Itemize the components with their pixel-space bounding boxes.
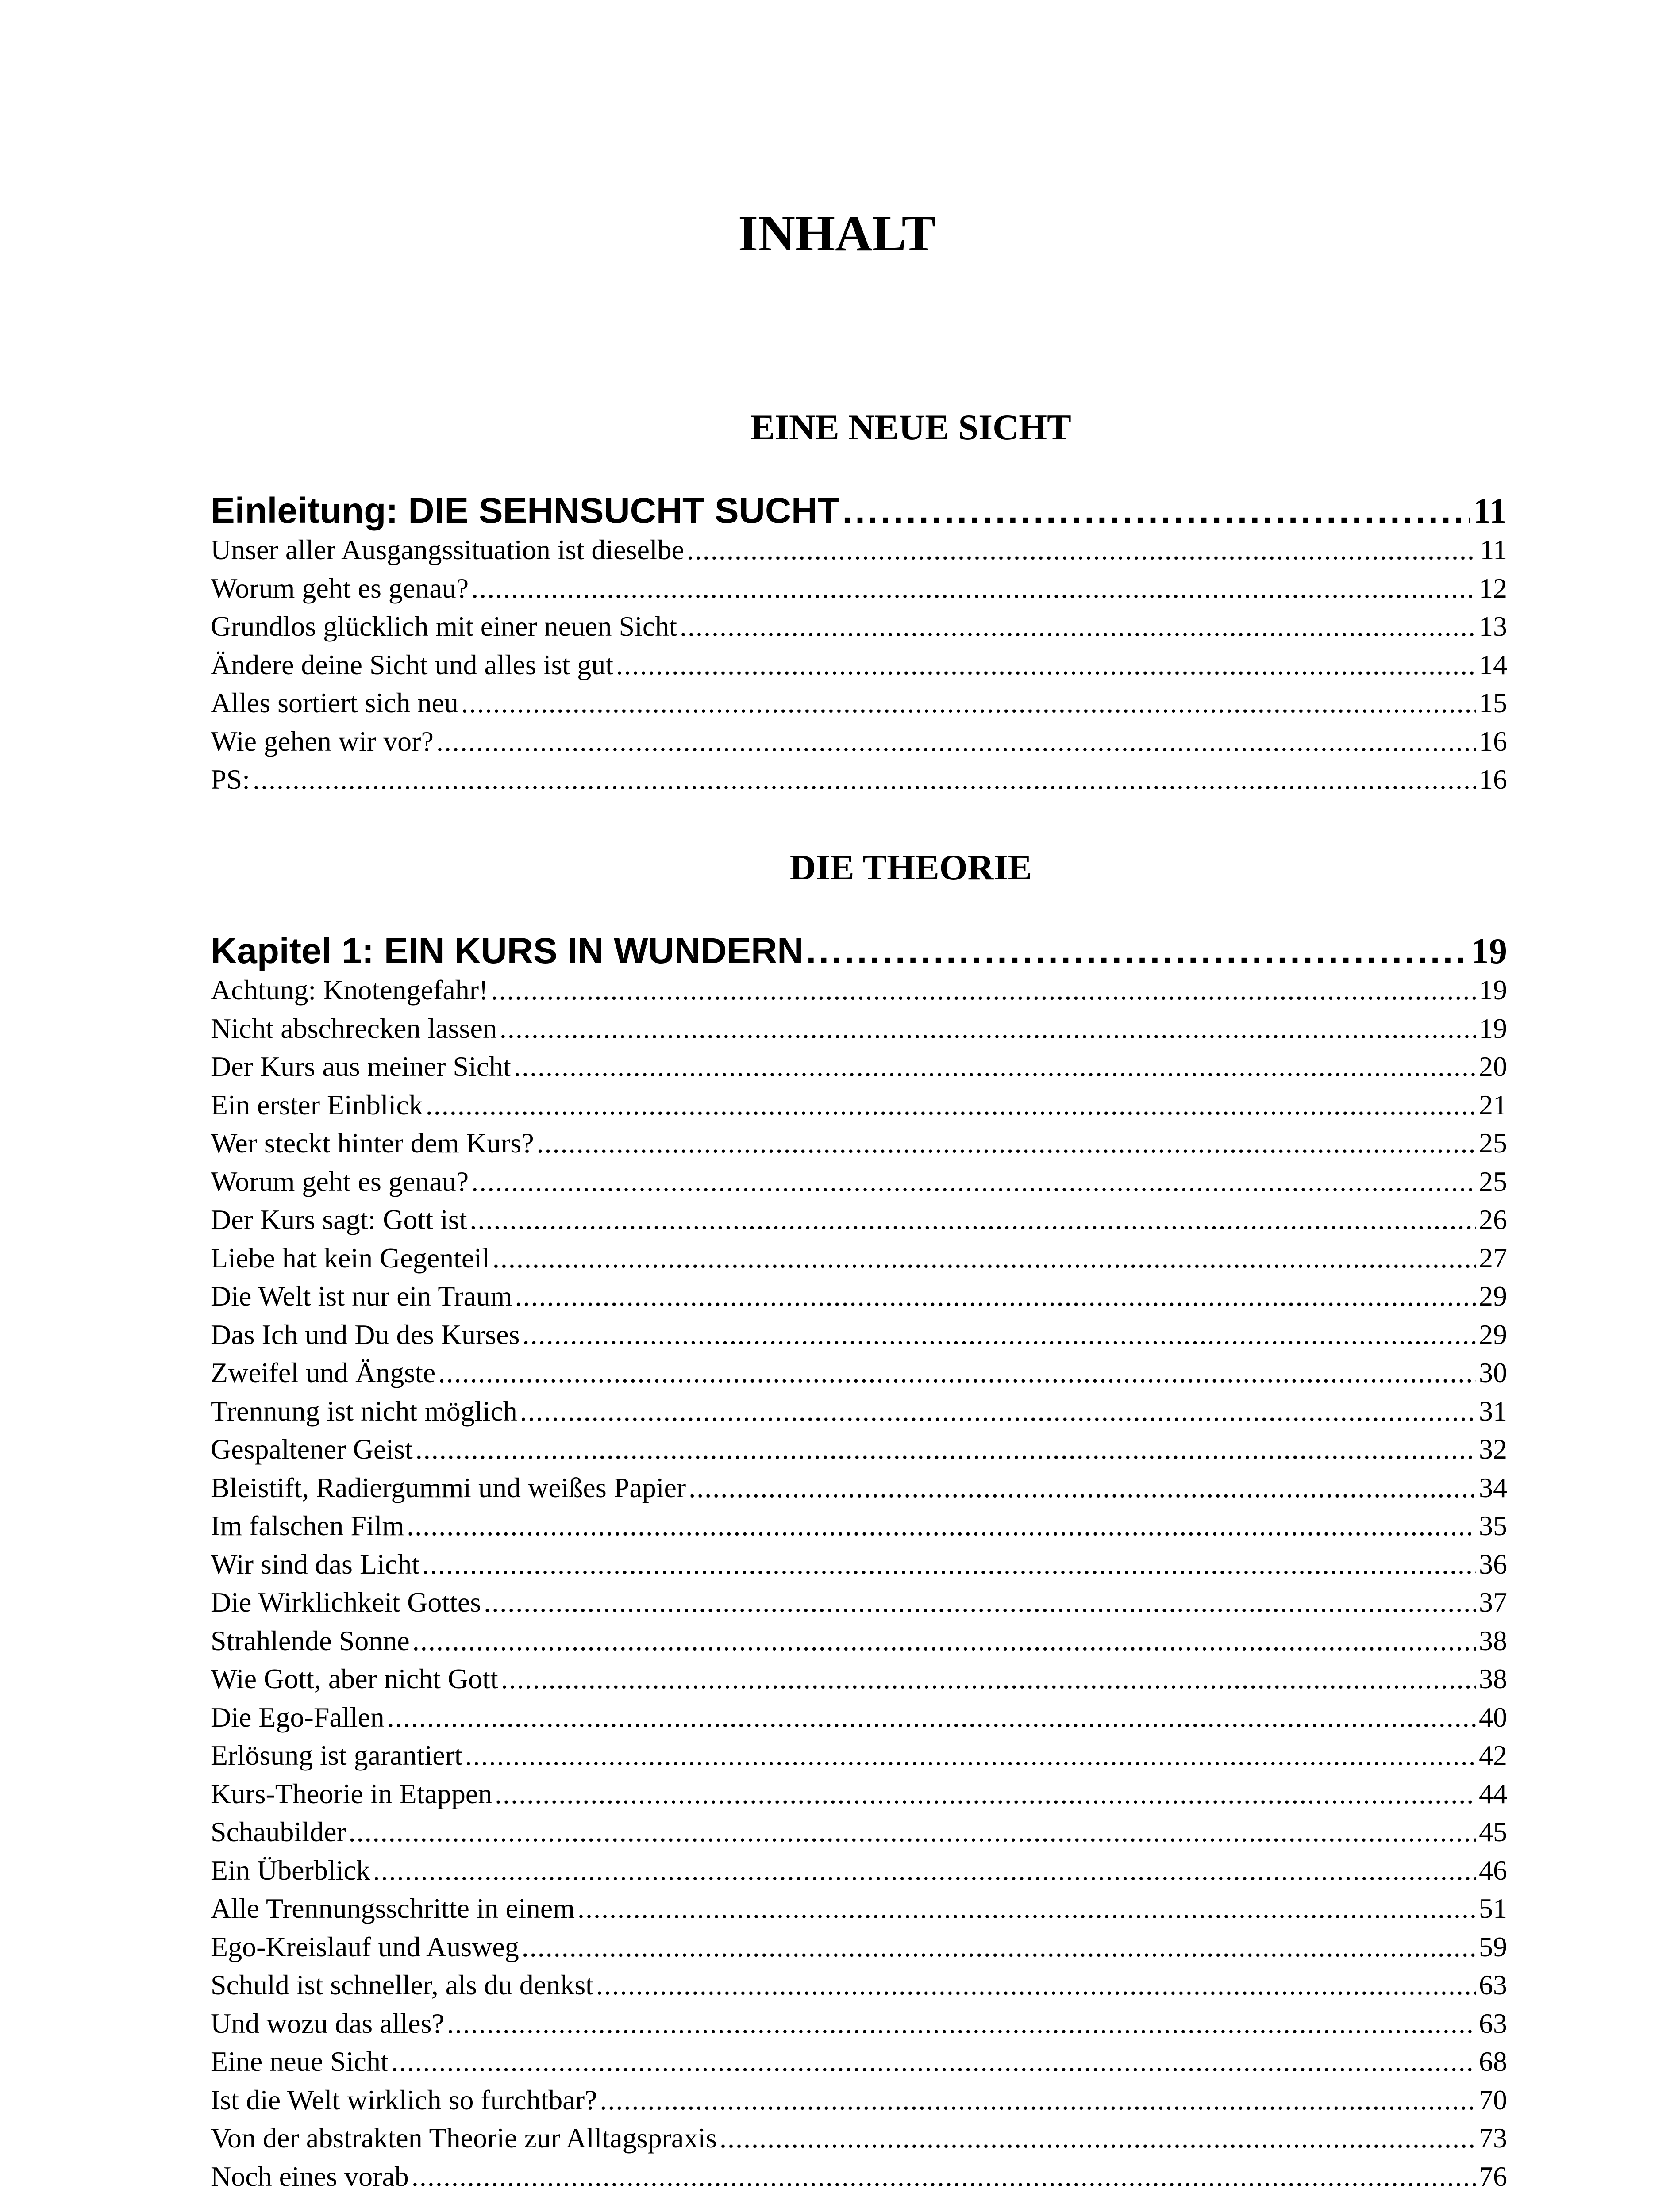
dot-leader bbox=[520, 1392, 1476, 1431]
entry-title: Alles sortiert sich neu bbox=[211, 687, 458, 718]
toc-entry[interactable] bbox=[211, 1430, 1507, 1469]
toc-part-2-list bbox=[211, 927, 1507, 2196]
entry-page-number: 21 bbox=[1479, 1089, 1507, 1121]
chapter-page-number: 19 bbox=[1471, 931, 1507, 971]
entry-title: Wir sind das Licht bbox=[211, 1548, 419, 1580]
entry-title: Worum geht es genau? bbox=[211, 572, 469, 604]
entry-title: Und wozu das alles? bbox=[211, 2007, 444, 2039]
dot-leader bbox=[501, 1660, 1476, 1698]
toc-entry[interactable] bbox=[211, 1392, 1507, 1431]
entry-title: Ändere deine Sicht und alles ist gut bbox=[211, 649, 614, 680]
toc-entry[interactable] bbox=[211, 1622, 1507, 1660]
dot-leader bbox=[806, 927, 1468, 975]
dot-leader bbox=[689, 1469, 1476, 1507]
entry-page-number: 51 bbox=[1479, 1893, 1507, 1924]
dot-leader bbox=[436, 722, 1476, 761]
chapter-title: Kapitel 1: EIN KURS IN WUNDERN bbox=[211, 931, 804, 971]
entry-page-number: 13 bbox=[1479, 611, 1507, 642]
dot-leader bbox=[616, 646, 1476, 684]
toc-entry[interactable] bbox=[211, 1469, 1507, 1507]
entry-page-number: 36 bbox=[1479, 1548, 1507, 1580]
entry-title: Liebe hat kein Gegenteil bbox=[211, 1242, 490, 1274]
entry-title: Die Wirklichkeit Gottes bbox=[211, 1586, 481, 1618]
dot-leader bbox=[412, 1622, 1476, 1660]
toc-entry[interactable] bbox=[211, 2119, 1507, 2158]
entry-title: Strahlende Sonne bbox=[211, 1624, 410, 1656]
entry-title: Bleistift, Radiergummi und weißes Papier bbox=[211, 1471, 686, 1503]
entry-page-number: 70 bbox=[1479, 2084, 1507, 2116]
dot-leader bbox=[500, 1010, 1476, 1048]
entry-title: Noch eines vorab bbox=[211, 2160, 409, 2192]
entry-page-number: 34 bbox=[1479, 1471, 1507, 1503]
entry-page-number: 19 bbox=[1479, 974, 1507, 1006]
entry-page-number: 11 bbox=[1480, 534, 1507, 565]
toc-entry[interactable] bbox=[211, 1545, 1507, 1584]
entry-title: Die Ego-Fallen bbox=[211, 1701, 385, 1733]
entry-title: Ego-Kreislauf und Ausweg bbox=[211, 1931, 519, 1962]
entry-title: Gespaltener Geist bbox=[211, 1433, 413, 1465]
toc-entry[interactable] bbox=[211, 607, 1507, 646]
toc-entry[interactable] bbox=[211, 569, 1507, 608]
dot-leader bbox=[600, 2081, 1476, 2120]
entry-page-number: 27 bbox=[1479, 1242, 1507, 1274]
dot-leader bbox=[491, 971, 1476, 1010]
chapter-page-number: 11 bbox=[1473, 491, 1507, 531]
entry-title: Wie gehen wir vor? bbox=[211, 725, 434, 757]
toc-entry[interactable] bbox=[211, 2005, 1507, 2043]
entry-page-number: 46 bbox=[1479, 1854, 1507, 1886]
entry-page-number: 76 bbox=[1479, 2160, 1507, 2192]
toc-entry[interactable] bbox=[211, 1698, 1507, 1737]
entry-page-number: 19 bbox=[1479, 1012, 1507, 1044]
toc-entry[interactable] bbox=[211, 1316, 1507, 1354]
chapter-title: Einleitung: DIE SEHNSUCHT SUCHT bbox=[211, 491, 840, 531]
part-heading: DIE THEORIE bbox=[789, 847, 1032, 887]
entry-page-number: 29 bbox=[1479, 1280, 1507, 1312]
dot-leader bbox=[407, 1507, 1476, 1545]
entry-title: Unser aller Ausgangssituation ist dieselbe bbox=[211, 534, 685, 565]
entry-title: Eine neue Sicht bbox=[211, 2046, 389, 2077]
toc-entry[interactable] bbox=[211, 1239, 1507, 1278]
dot-leader bbox=[461, 684, 1476, 722]
toc-entry[interactable] bbox=[211, 1966, 1507, 2005]
entry-page-number: 68 bbox=[1479, 2046, 1507, 2077]
toc-entry[interactable] bbox=[211, 1928, 1507, 1966]
toc-entry[interactable] bbox=[211, 1660, 1507, 1698]
page-title: INHALT bbox=[738, 205, 936, 262]
entry-page-number: 25 bbox=[1479, 1127, 1507, 1159]
entry-page-number: 38 bbox=[1479, 1663, 1507, 1694]
entry-page-number: 30 bbox=[1479, 1357, 1507, 1388]
dot-leader bbox=[687, 531, 1477, 569]
dot-leader bbox=[412, 2158, 1476, 2196]
dot-leader bbox=[537, 1124, 1476, 1163]
entry-page-number: 63 bbox=[1479, 2007, 1507, 2039]
toc-entry[interactable] bbox=[211, 1048, 1507, 1086]
dot-leader bbox=[484, 1583, 1476, 1622]
toc-entry[interactable] bbox=[211, 1163, 1507, 1201]
toc-entry[interactable] bbox=[211, 1086, 1507, 1125]
entry-title: Ein erster Einblick bbox=[211, 1089, 423, 1121]
entry-title: Trennung ist nicht möglich bbox=[211, 1395, 517, 1427]
toc-entry[interactable] bbox=[211, 2158, 1507, 2196]
toc-entry[interactable] bbox=[211, 1736, 1507, 1775]
toc-entry[interactable] bbox=[211, 971, 1507, 1010]
dot-leader bbox=[253, 760, 1476, 799]
entry-page-number: 15 bbox=[1479, 687, 1507, 718]
dot-leader bbox=[391, 2043, 1476, 2081]
entry-page-number: 38 bbox=[1479, 1624, 1507, 1656]
toc-entry[interactable] bbox=[211, 1201, 1507, 1239]
entry-title: Kurs-Theorie in Etappen bbox=[211, 1778, 493, 1809]
entry-title: Alle Trennungsschritte in einem bbox=[211, 1893, 575, 1924]
dot-leader bbox=[387, 1698, 1476, 1737]
toc-part-1 bbox=[211, 409, 1507, 445]
toc-entry[interactable] bbox=[211, 684, 1507, 722]
dot-leader bbox=[720, 2119, 1476, 2158]
dot-leader bbox=[495, 1775, 1476, 1813]
entry-page-number: 37 bbox=[1479, 1586, 1507, 1618]
entry-title: Das Ich und Du des Kurses bbox=[211, 1318, 520, 1350]
entry-page-number: 45 bbox=[1479, 1816, 1507, 1847]
entry-page-number: 26 bbox=[1479, 1204, 1507, 1235]
entry-page-number: 25 bbox=[1479, 1165, 1507, 1197]
chapter-row[interactable] bbox=[211, 927, 1507, 975]
entry-title: Ein Überblick bbox=[211, 1854, 370, 1886]
entry-title: Der Kurs sagt: Gott ist bbox=[211, 1204, 467, 1235]
entry-page-number: 40 bbox=[1479, 1701, 1507, 1733]
toc-part-1-list bbox=[211, 487, 1507, 799]
entry-title: Ist die Welt wirklich so furchtbar? bbox=[211, 2084, 597, 2116]
entry-title: Worum geht es genau? bbox=[211, 1165, 469, 1197]
dot-leader bbox=[515, 1277, 1476, 1316]
entry-page-number: 20 bbox=[1479, 1051, 1507, 1082]
dot-leader bbox=[471, 1163, 1476, 1201]
entry-title: Wie Gott, aber nicht Gott bbox=[211, 1663, 498, 1694]
entry-title: Achtung: Knotengefahr! bbox=[211, 974, 489, 1006]
entry-title: Grundlos glücklich mit einer neuen Sicht bbox=[211, 611, 677, 642]
dot-leader bbox=[438, 1354, 1476, 1392]
toc-entry[interactable] bbox=[211, 760, 1507, 799]
dot-leader bbox=[842, 487, 1470, 535]
entry-title: Erlösung ist garantiert bbox=[211, 1740, 462, 1771]
entry-page-number: 73 bbox=[1479, 2122, 1507, 2154]
entry-page-number: 29 bbox=[1479, 1318, 1507, 1350]
toc-entry[interactable] bbox=[211, 1851, 1507, 1890]
toc-entry[interactable] bbox=[211, 722, 1507, 761]
dot-leader bbox=[373, 1851, 1476, 1890]
entry-title: Zweifel und Ängste bbox=[211, 1357, 436, 1388]
dot-leader bbox=[680, 607, 1476, 646]
dot-leader bbox=[522, 1928, 1476, 1966]
entry-page-number: 42 bbox=[1479, 1740, 1507, 1771]
entry-page-number: 16 bbox=[1479, 764, 1507, 795]
toc-entry[interactable] bbox=[211, 646, 1507, 684]
toc-entry[interactable] bbox=[211, 1775, 1507, 1813]
dot-leader bbox=[465, 1736, 1476, 1775]
toc-entry[interactable] bbox=[211, 1813, 1507, 1851]
dot-leader bbox=[471, 569, 1476, 608]
entry-page-number: 12 bbox=[1479, 572, 1507, 604]
toc-entry[interactable] bbox=[211, 1583, 1507, 1622]
entry-page-number: 16 bbox=[1479, 725, 1507, 757]
entry-title: PS: bbox=[211, 764, 250, 795]
toc-part-2 bbox=[211, 849, 1507, 886]
entry-page-number: 59 bbox=[1479, 1931, 1507, 1962]
entry-page-number: 14 bbox=[1479, 649, 1507, 680]
dot-leader bbox=[523, 1316, 1476, 1354]
entry-list bbox=[211, 971, 1507, 2196]
dot-leader bbox=[349, 1813, 1476, 1851]
dot-leader bbox=[416, 1430, 1476, 1469]
entry-title: Von der abstrakten Theorie zur Alltagspraxis bbox=[211, 2122, 717, 2154]
entry-page-number: 63 bbox=[1479, 1969, 1507, 2001]
dot-leader bbox=[426, 1086, 1476, 1125]
entry-page-number: 31 bbox=[1479, 1395, 1507, 1427]
toc-entry[interactable] bbox=[211, 1507, 1507, 1545]
dot-leader bbox=[422, 1545, 1476, 1584]
entry-list bbox=[211, 531, 1507, 799]
entry-page-number: 44 bbox=[1479, 1778, 1507, 1809]
entry-title: Im falschen Film bbox=[211, 1510, 404, 1541]
entry-title: Schuld ist schneller, als du denkst bbox=[211, 1969, 593, 2001]
dot-leader bbox=[470, 1201, 1477, 1239]
part-heading: EINE NEUE SICHT bbox=[750, 407, 1071, 447]
toc-entry[interactable] bbox=[211, 1124, 1507, 1163]
toc-entry[interactable] bbox=[211, 1010, 1507, 1048]
toc-entry[interactable] bbox=[211, 2081, 1507, 2120]
chapter-row[interactable] bbox=[211, 487, 1507, 535]
dot-leader bbox=[577, 1889, 1476, 1928]
entry-page-number: 35 bbox=[1479, 1510, 1507, 1541]
toc-entry[interactable] bbox=[211, 531, 1507, 569]
entry-title: Wer steckt hinter dem Kurs? bbox=[211, 1127, 534, 1159]
dot-leader bbox=[596, 1966, 1476, 2005]
dot-leader bbox=[447, 2005, 1476, 2043]
toc-entry[interactable] bbox=[211, 1277, 1507, 1316]
entry-title: Die Welt ist nur ein Traum bbox=[211, 1280, 512, 1312]
entry-title: Nicht abschrecken lassen bbox=[211, 1012, 497, 1044]
entry-title: Schaubilder bbox=[211, 1816, 346, 1847]
dot-leader bbox=[493, 1239, 1476, 1278]
toc-entry[interactable] bbox=[211, 2043, 1507, 2081]
entry-title: Der Kurs aus meiner Sicht bbox=[211, 1051, 511, 1082]
toc-entry[interactable] bbox=[211, 1354, 1507, 1392]
dot-leader bbox=[514, 1048, 1476, 1086]
entry-page-number: 32 bbox=[1479, 1433, 1507, 1465]
toc-entry[interactable] bbox=[211, 1889, 1507, 1928]
